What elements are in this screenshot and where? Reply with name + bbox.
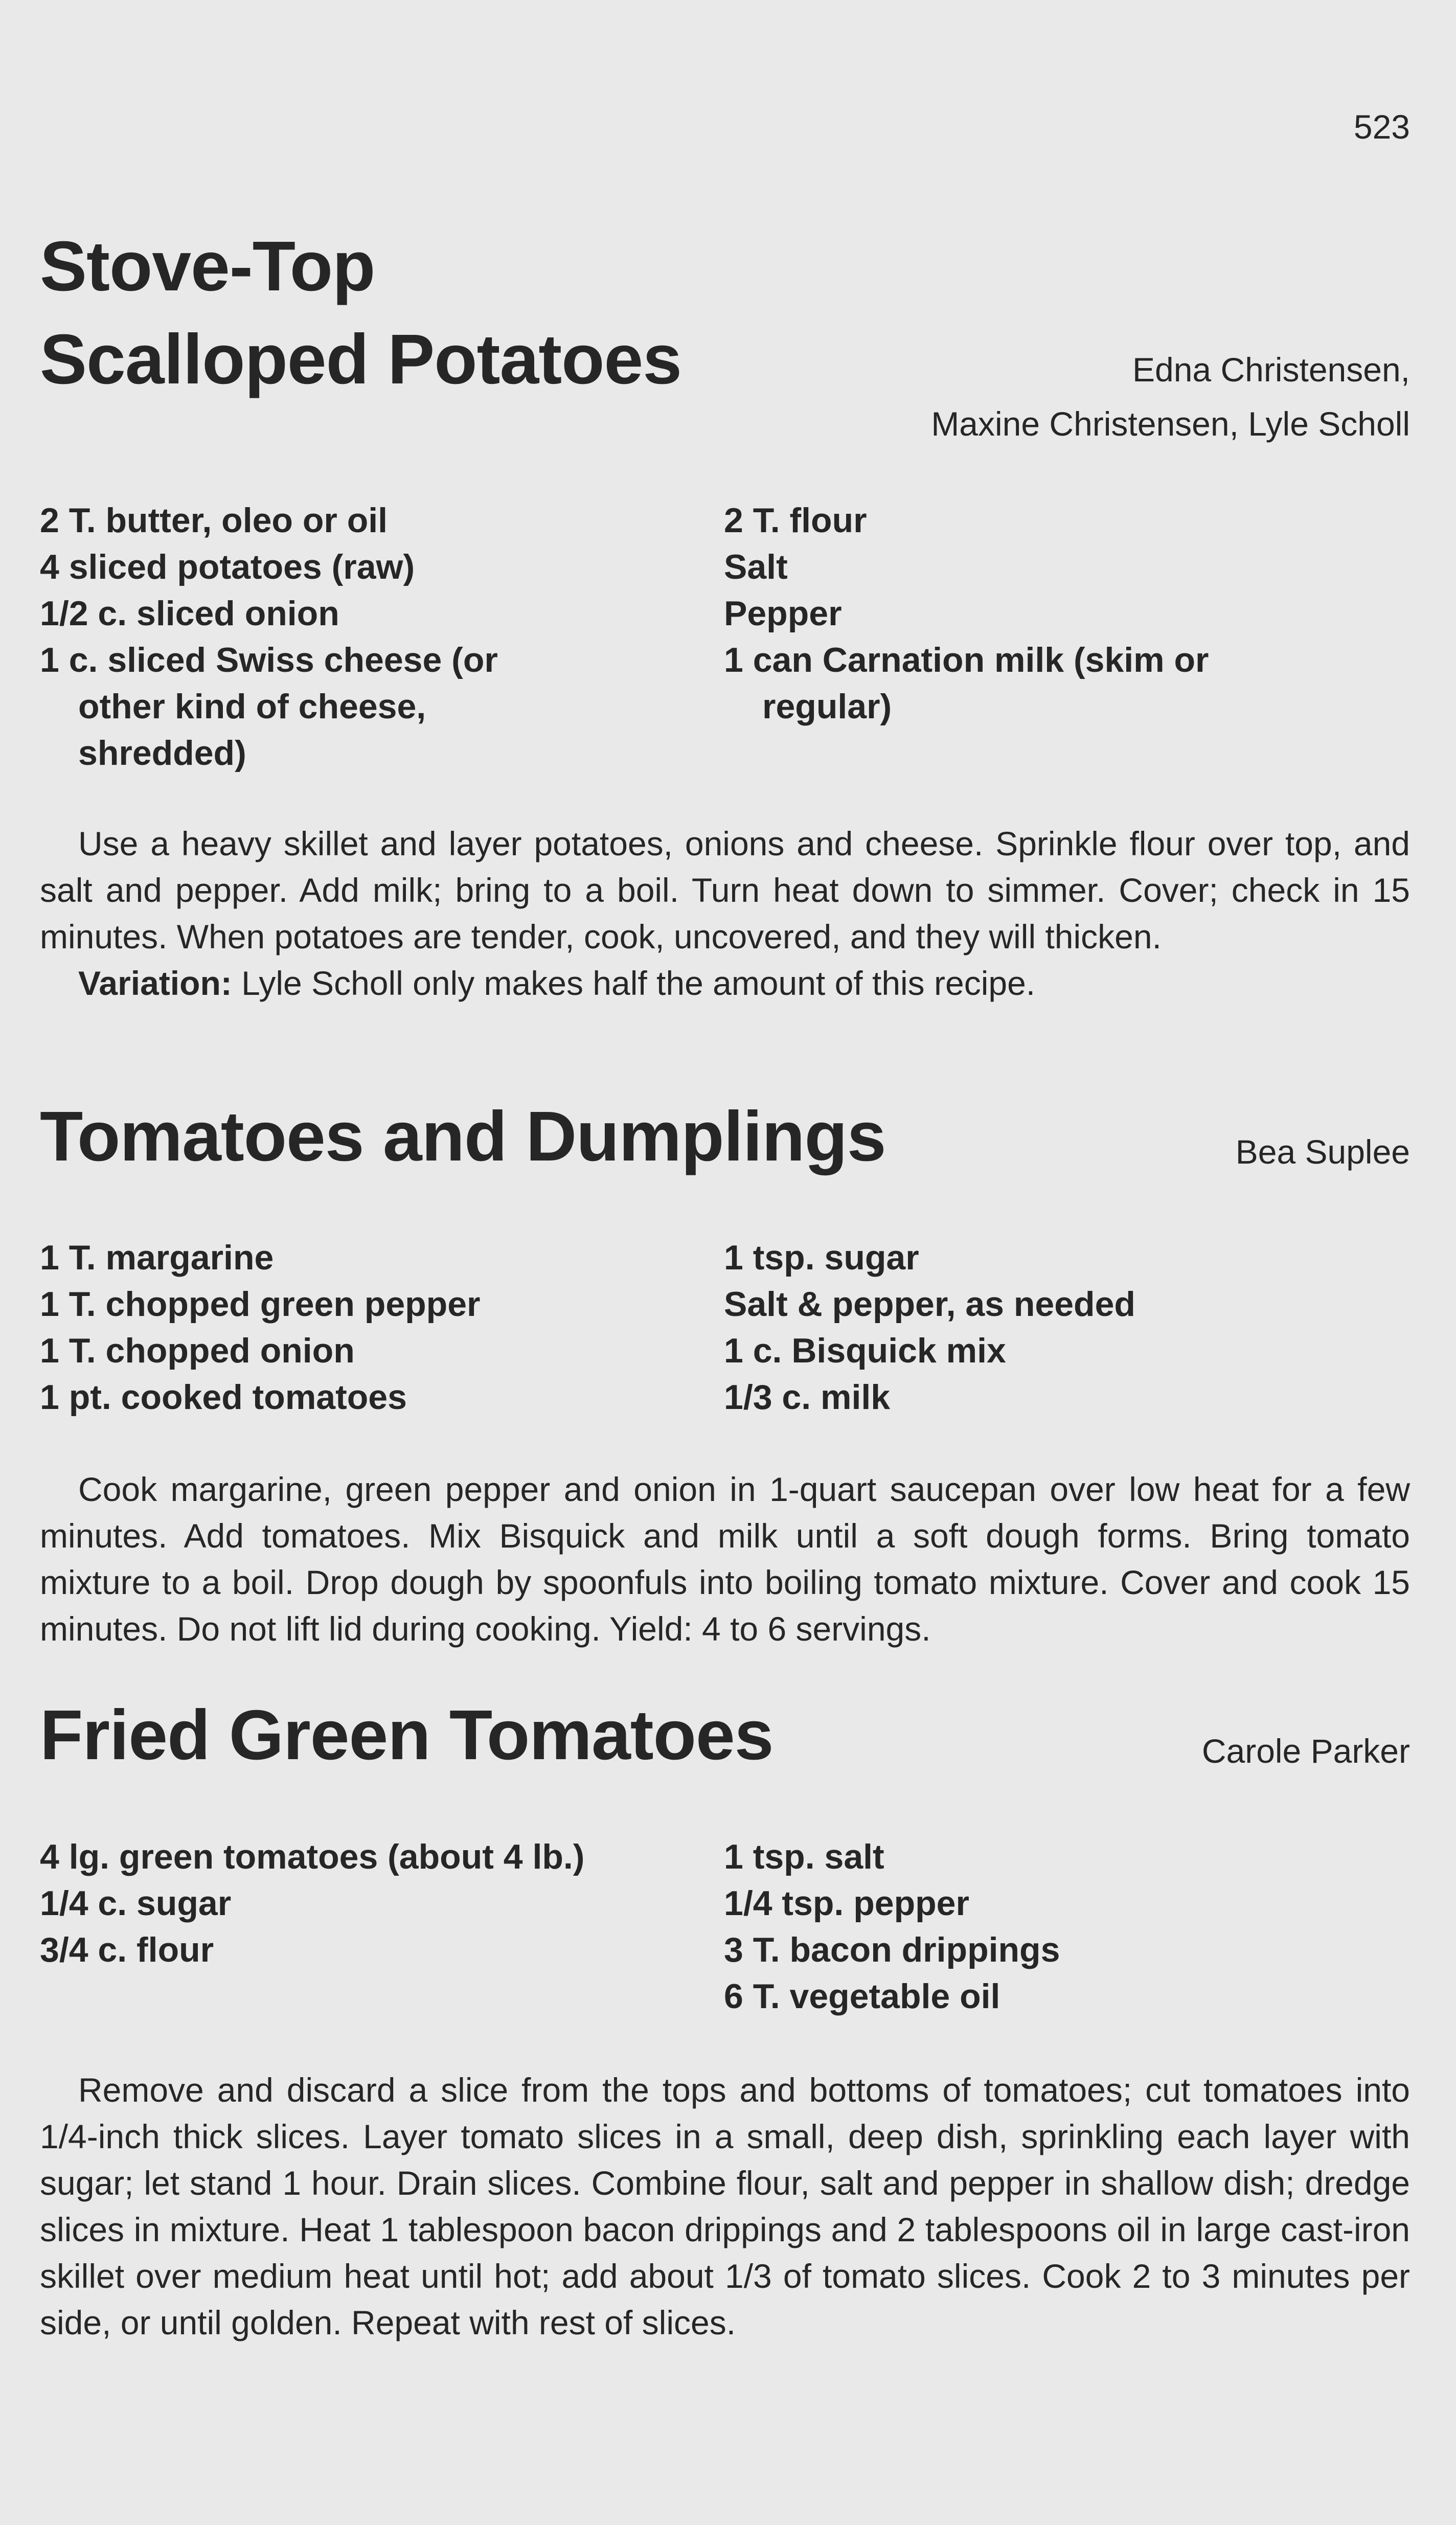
ingredient-item: 1/2 c. sliced onion [40, 594, 339, 633]
directions-text: Cook margarine, green pepper and onion in 1-quart saucepan over low heat for a few minutes. Add tomatoes. Mix Bisquick and milk until a soft dough forms. Bring tomato mixture to a boil. Drop dough by spoonfuls into boiling tomato mixture. Cover and cook 15 minutes. Do not lift lid during cooking. Yield: 4 to 6 servings. [40, 1470, 1410, 1648]
ingredient-item: 3/4 c. flour [40, 1930, 214, 1969]
recipe-title-line: Stove-Top [40, 227, 375, 306]
ingredient-item: 1/4 tsp. pepper [724, 1884, 969, 1923]
ingredients-column-right [724, 1235, 1409, 1421]
recipe-title-line: Scalloped Potatoes [40, 320, 681, 399]
ingredient-item: Salt [724, 548, 788, 586]
variation-text: Lyle Scholl only makes half the amount of this recipe. [232, 964, 1036, 1002]
contributor-line: Bea Suplee [1235, 1133, 1410, 1171]
ingredient-item: 1 T. chopped onion [40, 1331, 355, 1370]
ingredient-item: 1 c. Bisquick mix [724, 1331, 1006, 1370]
ingredients-column-left [40, 1235, 699, 1421]
directions-text: Use a heavy skillet and layer potatoes, onions and cheese. Sprinkle flour over top, and salt and pepper. Add milk; bring to a boil. Turn heat down to simmer. Cover; check in 15 minutes. When potatoes are tender, cook, uncovered, and they will thicken. [40, 825, 1410, 956]
ingredients-column-left [40, 1834, 699, 1973]
ingredient-item: 1 T. chopped green pepper [40, 1285, 481, 1324]
recipe-title [40, 1090, 1410, 1183]
ingredient-item: 4 sliced potatoes (raw) [40, 548, 415, 586]
ingredient-item: 1 pt. cooked tomatoes [40, 1378, 407, 1417]
recipe-title-line: Tomatoes and Dumplings [40, 1097, 886, 1176]
ingredient-item: Salt & pepper, as needed [724, 1285, 1135, 1324]
ingredient-item: 1 tsp. sugar [724, 1238, 919, 1277]
ingredient-item: 1 tsp. salt [724, 1837, 884, 1876]
recipe-directions [40, 1466, 1410, 1652]
ingredient-item: 1 can Carnation milk (skim or regular) [724, 641, 1209, 726]
ingredient-item: 1/4 c. sugar [40, 1884, 232, 1923]
contributor-line: Carole Parker [1201, 1732, 1410, 1770]
recipe-contributor [1202, 1724, 1410, 1778]
ingredients-column-right [724, 1834, 1409, 2020]
variation-note [40, 960, 1410, 1007]
ingredient-item: 1 T. margarine [40, 1238, 274, 1277]
variation-label: Variation: [78, 964, 232, 1002]
recipe-contributor [1236, 1125, 1410, 1179]
ingredient-item: 2 T. flour [724, 501, 867, 540]
ingredient-item: 2 T. butter, oleo or oil [40, 501, 388, 540]
page-number: 523 [1353, 108, 1410, 146]
ingredient-item: 1/3 c. milk [724, 1378, 891, 1417]
contributor-line: Edna Christensen, [1132, 351, 1410, 389]
recipe-directions [40, 821, 1410, 1007]
recipe-title-block [40, 1090, 1410, 1183]
ingredients-column-left [40, 497, 699, 777]
ingredient-item: 6 T. vegetable oil [724, 1977, 1000, 2016]
contributor-line: Maxine Christensen, Lyle Scholl [931, 405, 1410, 443]
ingredient-item: 4 lg. green tomatoes (about 4 lb.) [40, 1837, 585, 1876]
directions-text: Remove and discard a slice from the tops and bottoms of tomatoes; cut tomatoes into 1/4-inch thick slices. Layer tomato slices in a small, deep dish, sprinkling each layer with sugar; let stand 1 hour. Drain slices. Combine flour, salt and pepper in shallow dish; dredge slices in mixture. Heat 1 tablespoon bacon drippings and 2 tablespoons oil in large cast-iron skillet over medium heat until hot; add about 1/3 of tomato slices. Cook 2 to 3 minutes per side, or until golden. Repeat with rest of slices. [40, 2071, 1410, 2341]
recipe-directions [40, 2067, 1410, 2346]
ingredient-item: 3 T. bacon drippings [724, 1930, 1060, 1969]
recipe-title-line: Fried Green Tomatoes [40, 1696, 774, 1775]
ingredient-item: Pepper [724, 594, 842, 633]
recipe-contributor [931, 343, 1410, 451]
ingredients-column-right [724, 497, 1409, 730]
ingredient-item: 1 c. sliced Swiss cheese (or other kind of cheese, shredded) [40, 641, 498, 772]
